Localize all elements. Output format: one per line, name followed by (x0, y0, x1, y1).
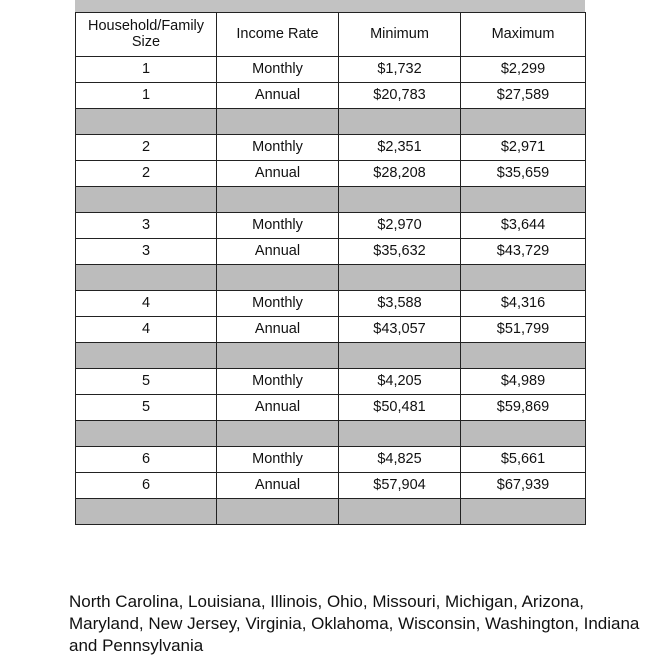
table-row (76, 161, 586, 187)
cell-household-size: 3 (76, 213, 217, 239)
separator-cell (461, 109, 586, 135)
cell-minimum: $20,783 (339, 83, 461, 109)
cell-maximum: $4,989 (461, 369, 586, 395)
income-table (75, 12, 586, 525)
cell-income-rate: Monthly (217, 135, 339, 161)
table-row (76, 317, 586, 343)
separator-cell (461, 499, 586, 525)
separator-cell (339, 343, 461, 369)
separator-cell (339, 421, 461, 447)
cell-income-rate: Monthly (217, 213, 339, 239)
cell-income-rate: Monthly (217, 291, 339, 317)
cell-household-size: 5 (76, 395, 217, 421)
separator-row (76, 265, 586, 291)
table-row (76, 395, 586, 421)
separator-cell (339, 265, 461, 291)
cell-maximum: $2,299 (461, 57, 586, 83)
cell-minimum: $43,057 (339, 317, 461, 343)
separator-cell (76, 343, 217, 369)
table-row (76, 135, 586, 161)
separator-row (76, 499, 586, 525)
separator-cell (461, 265, 586, 291)
table-row (76, 213, 586, 239)
header-income-rate: Income Rate (217, 13, 339, 57)
cell-maximum: $43,729 (461, 239, 586, 265)
separator-cell (461, 421, 586, 447)
table-row (76, 369, 586, 395)
cell-income-rate: Annual (217, 83, 339, 109)
table-row (76, 239, 586, 265)
cell-income-rate: Annual (217, 239, 339, 265)
cell-minimum: $1,732 (339, 57, 461, 83)
cell-income-rate: Monthly (217, 369, 339, 395)
cell-minimum: $2,351 (339, 135, 461, 161)
cell-maximum: $5,661 (461, 447, 586, 473)
cell-household-size: 5 (76, 369, 217, 395)
table-row (76, 473, 586, 499)
cell-household-size: 3 (76, 239, 217, 265)
cell-household-size: 1 (76, 83, 217, 109)
separator-cell (461, 343, 586, 369)
separator-cell (339, 187, 461, 213)
separator-cell (76, 499, 217, 525)
cell-maximum: $59,869 (461, 395, 586, 421)
cell-household-size: 4 (76, 291, 217, 317)
cell-minimum: $2,970 (339, 213, 461, 239)
separator-cell (339, 499, 461, 525)
separator-cell (217, 109, 339, 135)
separator-cell (217, 265, 339, 291)
separator-cell (217, 187, 339, 213)
cell-income-rate: Monthly (217, 57, 339, 83)
cell-minimum: $4,825 (339, 447, 461, 473)
separator-cell (76, 421, 217, 447)
cell-income-rate: Annual (217, 161, 339, 187)
separator-row (76, 109, 586, 135)
table-body (76, 57, 586, 525)
separator-cell (217, 343, 339, 369)
separator-cell (76, 109, 217, 135)
cell-maximum: $3,644 (461, 213, 586, 239)
separator-row (76, 421, 586, 447)
header-maximum: Maximum (461, 13, 586, 57)
cell-household-size: 2 (76, 161, 217, 187)
cell-household-size: 6 (76, 447, 217, 473)
states-list: North Carolina, Louisiana, Illinois, Ohio, Missouri, Michigan, Arizona, Maryland, New Jersey, Virginia, Oklahoma, Wisconsin, Washington, Indiana and Pennsylvania (69, 592, 640, 655)
cell-household-size: 4 (76, 317, 217, 343)
cell-maximum: $67,939 (461, 473, 586, 499)
table-row (76, 291, 586, 317)
separator-cell (217, 499, 339, 525)
cell-household-size: 6 (76, 473, 217, 499)
header-household-size: Household/Family Size (76, 13, 217, 57)
cell-minimum: $4,205 (339, 369, 461, 395)
separator-cell (76, 187, 217, 213)
cell-minimum: $28,208 (339, 161, 461, 187)
cell-minimum: $3,588 (339, 291, 461, 317)
cell-household-size: 1 (76, 57, 217, 83)
cell-maximum: $51,799 (461, 317, 586, 343)
table-row (76, 447, 586, 473)
table-header-row (76, 13, 586, 57)
separator-cell (76, 265, 217, 291)
cell-income-rate: Annual (217, 473, 339, 499)
cell-maximum: $35,659 (461, 161, 586, 187)
cell-income-rate: Annual (217, 317, 339, 343)
separator-row (76, 187, 586, 213)
cell-minimum: $57,904 (339, 473, 461, 499)
separator-cell (339, 109, 461, 135)
separator-cell (461, 187, 586, 213)
cell-maximum: $27,589 (461, 83, 586, 109)
table-row (76, 83, 586, 109)
cell-maximum: $2,971 (461, 135, 586, 161)
separator-row (76, 343, 586, 369)
cell-household-size: 2 (76, 135, 217, 161)
separator-cell (217, 421, 339, 447)
table-row (76, 57, 586, 83)
header-minimum: Minimum (339, 13, 461, 57)
cell-maximum: $4,316 (461, 291, 586, 317)
cell-income-rate: Monthly (217, 447, 339, 473)
cell-minimum: $50,481 (339, 395, 461, 421)
cell-income-rate: Annual (217, 395, 339, 421)
cell-minimum: $35,632 (339, 239, 461, 265)
